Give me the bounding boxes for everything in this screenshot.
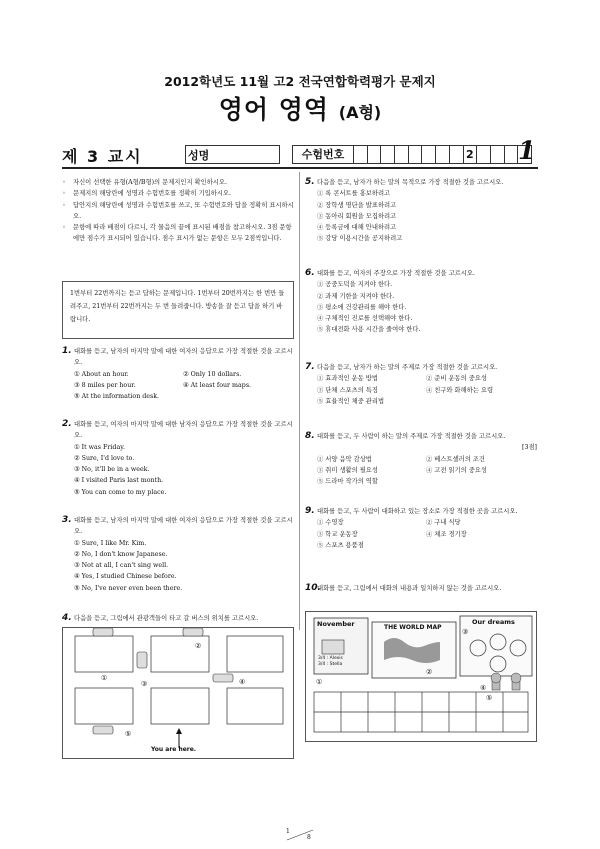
option[interactable]: ① 수영장 <box>317 519 344 527</box>
option[interactable]: ④ 구체적인 진로를 선택해야 한다. <box>317 315 413 323</box>
option[interactable]: ① 서양 음악 감상법 <box>317 455 372 463</box>
option[interactable]: ③ 동아리 회원을 모집하려고 <box>317 212 397 220</box>
page-indicator <box>285 829 315 841</box>
bus-icon <box>93 628 233 734</box>
exam-digit-box <box>408 146 422 163</box>
question-text: 다음을 듣고, 남자가 하는 말의 목적으로 가장 적절한 것을 고르시오. <box>317 179 504 186</box>
session-label: 제 3 교시 <box>62 147 143 166</box>
world-map-title: THE WORLD MAP <box>384 624 442 631</box>
block <box>75 688 133 724</box>
question-number: 4. <box>62 613 72 623</box>
option[interactable]: ② 준비 운동의 중요성 <box>426 375 487 383</box>
classroom-figure <box>305 611 537 742</box>
option[interactable]: ② 구내 식당 <box>426 519 461 527</box>
page-number: 1 <box>518 136 536 165</box>
question-text: 대화를 듣고, 여자의 주장으로 가장 적절한 것을 고르시오. <box>317 270 475 277</box>
calendar-month: November <box>317 620 355 628</box>
option[interactable]: ⑤ At the information desk. <box>74 393 160 401</box>
instruction-item: 문제지의 해당란에 성명과 수험번호를 정확히 기입하시오. <box>73 190 231 198</box>
option[interactable]: ③ 학교 운동장 <box>317 530 358 538</box>
svg-text:⑤: ⑤ <box>486 694 493 702</box>
option[interactable]: ③ 단체 스포츠의 특징 <box>317 386 378 394</box>
exam-digit-box <box>435 146 449 163</box>
question-number: 7. <box>305 362 315 372</box>
question-text: 대화를 듣고, 남자의 마지막 말에 대한 여자의 응답으로 가장 적절한 것을 고르시오. <box>74 517 293 536</box>
question-text: 대화를 듣고, 여자의 마지막 말에 대한 남자의 응답으로 가장 적절한 것을 고르시오. <box>74 421 293 440</box>
question-number: 8. <box>305 431 315 441</box>
exam-number-grid[interactable] <box>292 145 532 164</box>
question-text: 대화를 듣고, 그림에서 대화의 내용과 일치하지 않는 것을 고르시오. <box>317 585 502 592</box>
column-divider <box>299 172 300 630</box>
option[interactable]: ③ Not at all, I can't sing well. <box>74 562 169 570</box>
block <box>227 688 283 724</box>
exam-digit-box <box>504 146 518 163</box>
birthday-names: 3/4 : Alexis 3/4 : Stella <box>318 656 343 667</box>
option[interactable]: ④ 고전 읽기의 중요성 <box>426 466 487 474</box>
option[interactable]: ① Sure, I like Mr. Kim. <box>74 539 147 547</box>
total-pages: 8 <box>307 834 311 841</box>
question-3 <box>62 515 294 594</box>
block <box>151 688 209 724</box>
question-number: 1. <box>62 346 72 356</box>
question-6 <box>305 268 537 336</box>
option[interactable]: ④ Yes, I studied Chinese before. <box>74 573 177 581</box>
option[interactable]: ⑤ You can come to my place. <box>74 488 167 496</box>
subject-name: 영어 영역 <box>218 95 330 124</box>
exam-digit-box <box>394 146 408 163</box>
exam-digit-box <box>380 146 394 163</box>
option[interactable]: ⑤ No, I've never even been there. <box>74 584 183 592</box>
instruction-item: 자신이 선택한 유형(A형/B형)의 문제지인지 확인하시오. <box>73 179 227 186</box>
question-9 <box>305 506 537 551</box>
exam-digit-box <box>421 146 435 163</box>
exam-digit-box <box>353 146 367 163</box>
dreams-title: Our dreams <box>472 618 515 626</box>
exam-digit-box <box>476 146 490 163</box>
option[interactable]: ④ 친구와 화해하는 요령 <box>426 386 494 394</box>
option[interactable]: ③ 8 miles per hour. <box>74 381 136 389</box>
option[interactable]: ① It was Friday. <box>74 443 125 451</box>
question-text: 대화를 듣고, 남자의 마지막 말에 대한 여자의 응답으로 가장 적절한 것을 고르시오. <box>74 348 293 367</box>
subject-title <box>0 90 600 126</box>
choice-markers <box>101 642 245 738</box>
option[interactable]: ③ No, it'll be in a week. <box>74 466 150 474</box>
exam-title: 2012학년도 11월 고2 전국연합학력평가 문제지 <box>164 74 436 89</box>
svg-text:②: ② <box>195 642 202 650</box>
question-1 <box>62 346 294 402</box>
question-text: 다음을 듣고, 남자가 하는 말의 주제로 가장 적절한 것을 고르시오. <box>317 364 498 371</box>
svg-text:③: ③ <box>462 628 469 636</box>
name-label: 성명 <box>188 149 210 162</box>
instructions: ◦ 자신이 선택한 유형(A형/B형)의 문제지인지 확인하시오. ◦ 문제지의 해당란에 성명과 수험번호를 정확히 기입하시오. ◦ 답안지의 해당란에 성명과 수험번호를 쓰고, 또 수험번호와 답을 정확히 표시하시오. ◦ 문항에 따라 배점이 다르니, 각 물음의 끝에 표시된 배점을 참고하시오. 3점 문항에만 점수가 표시되어 있습니다. 점수 표시가 없는 문항은 모두 2점씩입니다. <box>62 177 294 245</box>
question-10 <box>305 583 537 594</box>
svg-text:②: ② <box>426 668 433 676</box>
question-number: 3. <box>62 515 72 525</box>
question-number: 6. <box>305 268 315 278</box>
option[interactable]: ② 장학생 명단을 발표하려고 <box>317 201 397 209</box>
option[interactable]: ④ 체조 경기장 <box>426 530 467 538</box>
option[interactable]: ① About an hour. <box>74 370 129 378</box>
option[interactable]: ② 베스트셀러의 조건 <box>426 455 485 463</box>
instruction-item: 답안지의 해당란에 성명과 수험번호를 쓰고, 또 수험번호와 답을 정확히 표시하시오. <box>73 201 294 220</box>
question-number: 9. <box>305 506 315 516</box>
header-divider <box>62 167 538 169</box>
question-5 <box>305 177 537 245</box>
cake-icon <box>322 640 344 654</box>
you-are-here-label: You are here. <box>151 746 197 753</box>
arrow-head-icon <box>176 728 182 734</box>
locker-row <box>314 692 528 732</box>
instruction-item: 문항에 따라 배점이 다르니, 각 물음의 끝에 표시된 배점을 참고하시오. 3점 문항에만 점수가 표시되어 있습니다. 점수 표시가 없는 문항은 모두 2점씩입니다. <box>73 224 292 243</box>
svg-text:④: ④ <box>480 684 487 692</box>
question-8 <box>305 431 537 487</box>
form-type: (A형) <box>338 103 382 122</box>
listening-notice: 1번부터 22번까지는 듣고 답하는 문제입니다. 1번부터 20번까지는 한 번만 들려주고, 21번부터 22번까지는 두 번 들려줍니다. 방송을 잘 듣고 답을 하기 바랍니다. <box>62 281 294 339</box>
option[interactable]: ① 공중도덕을 지켜야 한다. <box>317 281 393 289</box>
bus-map-drawing <box>63 628 293 758</box>
question-number: 5. <box>305 177 315 187</box>
exam-digit-box <box>490 146 504 163</box>
svg-text:⑤: ⑤ <box>125 730 132 738</box>
option[interactable]: ③ 평소에 건강관리를 해야 한다. <box>317 303 407 311</box>
option[interactable]: ④ 등록금에 대해 안내하려고 <box>317 224 397 232</box>
option[interactable]: ④ I visited Paris last month. <box>74 477 164 485</box>
question-text: 대화를 듣고, 두 사람이 하는 말의 주제로 가장 적절한 것을 고르시오. <box>317 433 506 440</box>
exam-digit-box <box>449 146 463 163</box>
exam-digit-preset: 2 <box>463 146 477 163</box>
option[interactable]: ③ 취미 생활의 필요성 <box>317 466 378 474</box>
classroom-drawing <box>306 612 536 741</box>
option[interactable]: ② Only 10 dollars. <box>183 370 242 378</box>
question-2 <box>62 419 294 498</box>
svg-text:①: ① <box>101 674 108 682</box>
points-badge: [3점] <box>521 444 537 452</box>
option[interactable]: ④ At least four maps. <box>183 381 252 389</box>
svg-text:①: ① <box>316 678 323 686</box>
bus-map-figure <box>62 627 294 759</box>
option[interactable]: ⑤ 휴대전화 사용 시간을 줄여야 한다. <box>317 326 421 334</box>
option[interactable]: ② No, I don't know Japanese. <box>74 550 168 558</box>
question-7 <box>305 362 537 407</box>
question-number: 10. <box>305 583 321 593</box>
option[interactable]: ⑤ 강당 이용시간을 공지하려고 <box>317 235 403 243</box>
block <box>75 636 133 672</box>
option[interactable]: ⑤ 효율적인 체중 관리법 <box>317 397 385 405</box>
question-4 <box>62 613 294 624</box>
option[interactable]: ② 과제 기한을 지켜야 한다. <box>317 292 395 300</box>
option[interactable]: ⑤ 스포츠 용품점 <box>317 541 364 549</box>
question-text: 대화를 듣고, 두 사람이 대화하고 있는 장소로 가장 적절한 곳을 고르시오. <box>317 508 518 515</box>
option[interactable]: ② Sure, I'd love to. <box>74 454 135 462</box>
exam-digit-box <box>367 146 381 163</box>
option[interactable]: ① 효과적인 운동 방법 <box>317 375 378 383</box>
option[interactable]: ① 록 콘서트를 홍보하려고 <box>317 190 391 198</box>
current-page: 1 <box>286 828 290 835</box>
question-number: 2. <box>62 419 72 429</box>
svg-text:③: ③ <box>141 680 148 688</box>
svg-text:④: ④ <box>239 678 246 686</box>
exam-number-label: 수험번호 <box>301 148 345 161</box>
question-text: 다음을 듣고, 그림에서 관광객들이 타고 갈 버스의 위치를 고르시오. <box>74 615 259 622</box>
option[interactable]: ⑤ 드라마 작가의 역할 <box>317 478 378 486</box>
block <box>227 636 283 672</box>
